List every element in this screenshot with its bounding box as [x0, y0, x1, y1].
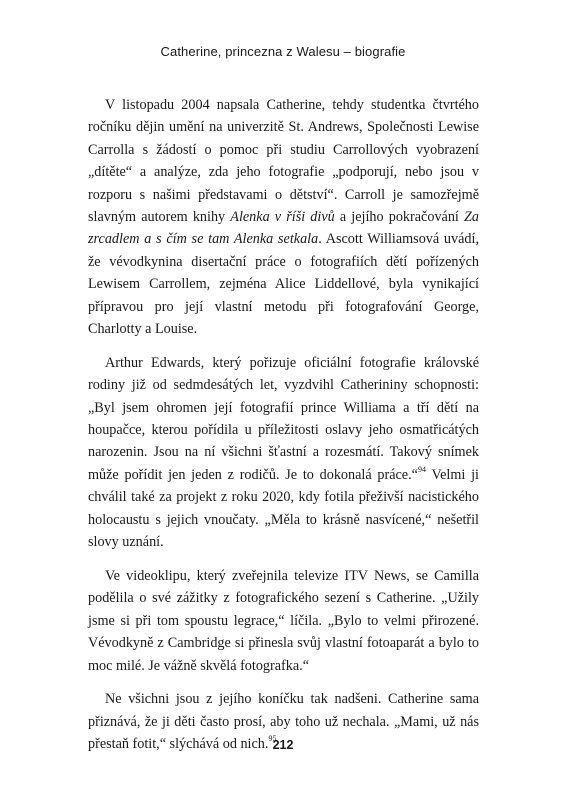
text-run: V listopadu 2004 napsala Catherine, tehdy studentka čtvrtého ročníku dějin umění na univerzitě St. Andrews, Společnosti Lewise Carrolla s žádostí o pomoc při studiu Carrollových vyobrazení „dítěte“ a analýze, zda jeho fotografie „podporují, nebo jsou v rozporu s našimi představami o dětství“. Carroll je samozřejmě slavným autorem knihy	[88, 97, 479, 226]
paragraph	[88, 352, 479, 554]
text-run: Ne všichni jsou z jejího koníčku tak nadšeni. Catherine sama přiznává, že ji děti často prosí, aby toho už nechala. „Mami, už nás přestaň fotit,“ slýchává od nich.	[88, 691, 479, 753]
footnote-ref: 94	[417, 465, 426, 475]
paragraph	[88, 565, 479, 677]
text-run: Velmi ji chválil také za projekt z roku 2020, kdy fotila přeživší nacistického holocaustu s jejich vnoučaty. „Měla to krásně nasvícené,“ nešetřil slovy uznání.	[88, 466, 479, 551]
text-run: Arthur Edwards, který pořizuje oficiální fotografie královské rodiny již od sedmdesátých let, vyzdvihl Catherininy schopnosti: „Byl jsem ohromen její fotografií prince Williama a tří dětí na houpačce, kterou pořídila u příležitosti oslavy jeho osmatřicátých narozenin. Jsou na ní všichni šťastní a rozesmátí. Takový snímek může pořídit jen jeden z rodičů. Je to dokonalá práce.“	[88, 354, 479, 483]
text-run: a jejího pokračování	[334, 209, 464, 226]
book-title-italic: Za zrcadlem a s čím se tam Alenka setkala	[88, 209, 479, 248]
body-text	[88, 94, 479, 756]
text-run: Ve videoklipu, který zveřejnila televize ITV News, se Camilla podělila o své zážitky z fotografického sezení s Catherine. „Užily jsme si při tom spoustu legrace,“ líčila. „Bylo to velmi přirozené. Vévodkyně z Cambridge si přinesla svůj vlastní fotoaparát a bylo to moc milé. Je vážně skvělá fotografka.“	[88, 567, 479, 674]
book-title-italic: Alenka v říši divů	[230, 209, 335, 226]
text-run: . Ascott Williamsová uvádí, že vévodkynina disertační práce o fotografiích dětí pořízených Lewisem Carrollem, zejména Alice Liddellové, byla vynikající přípravou pro její vlastní metodu při fotografování George, Charlotty a Louise.	[88, 231, 479, 338]
paragraph	[88, 94, 479, 340]
running-head: Catherine, princezna z Walesu – biografie	[160, 44, 406, 59]
page-number: 212	[272, 738, 294, 752]
footnote-ref: 95	[268, 734, 277, 744]
